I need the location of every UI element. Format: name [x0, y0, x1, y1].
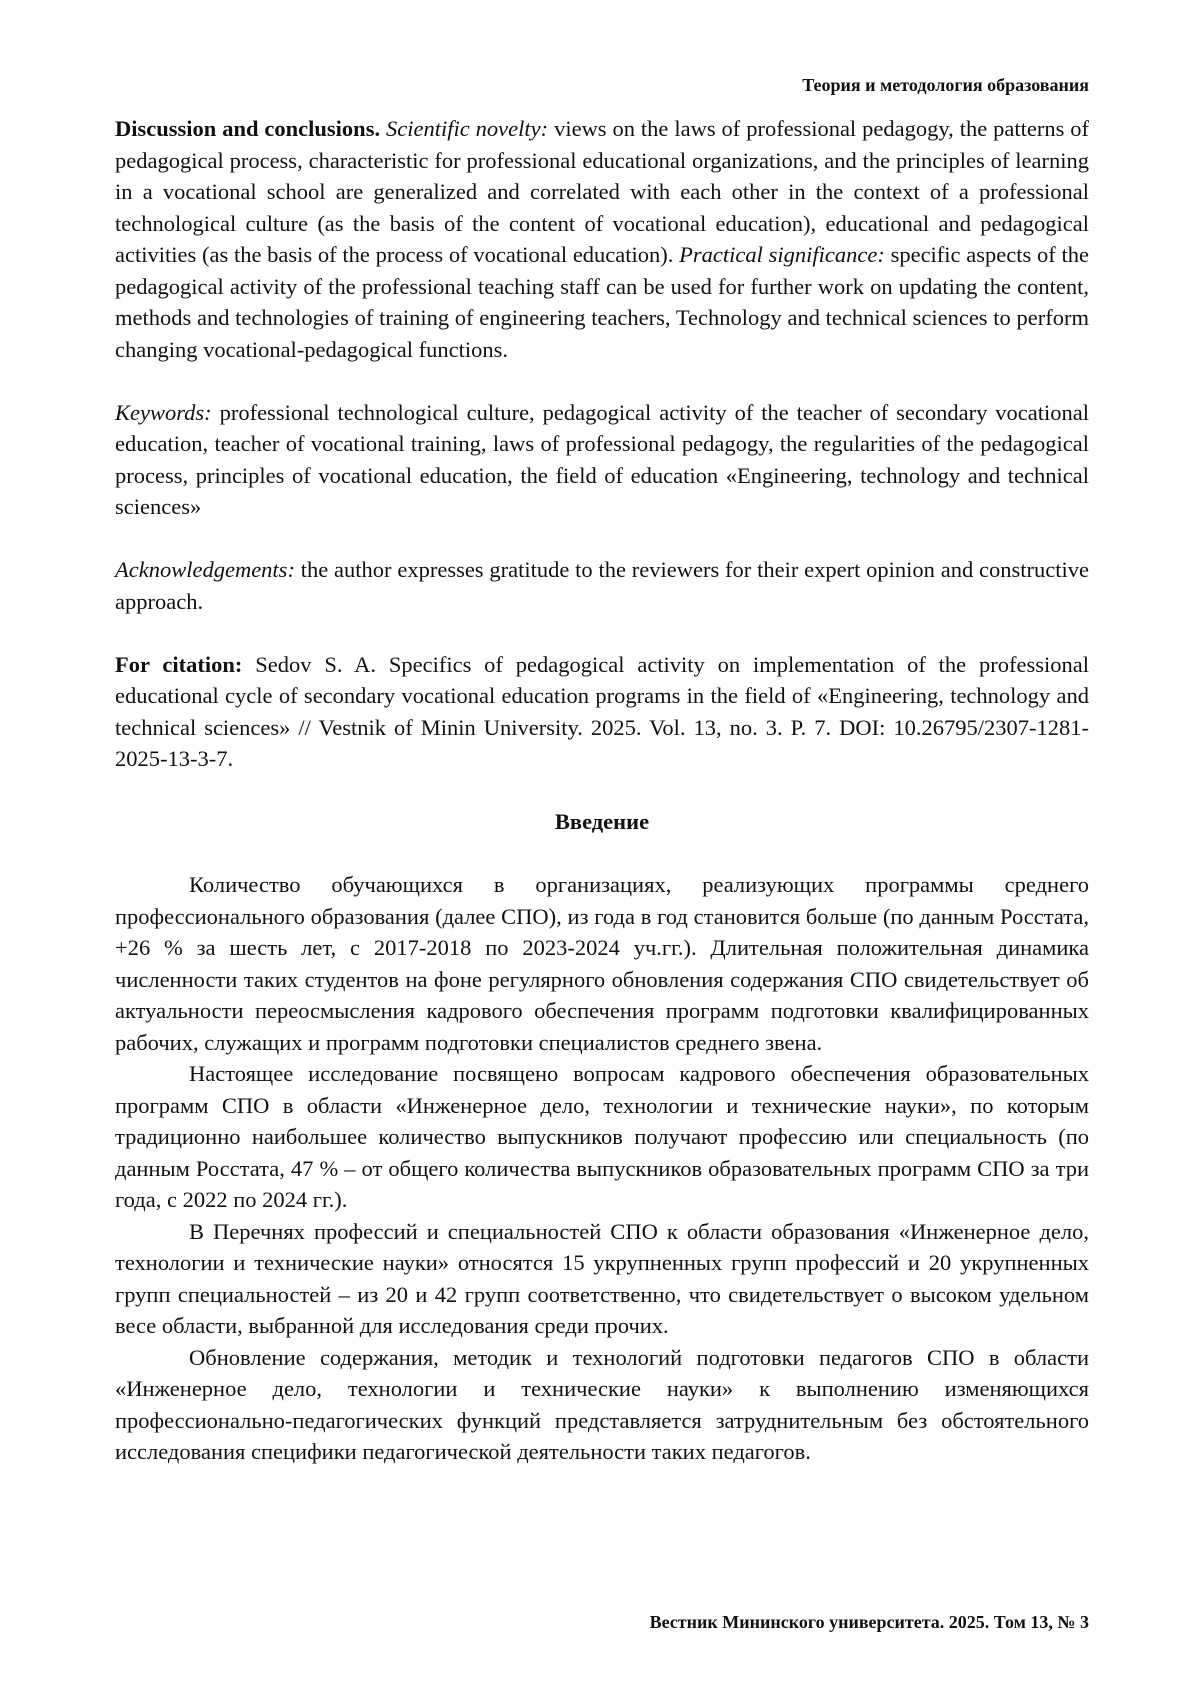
citation-label: For citation: — [115, 651, 243, 677]
spacer — [115, 617, 1089, 649]
discussion-label: Discussion and conclusions. — [115, 116, 381, 141]
acknowledgements-text: the author expresses gratitude to the reviewers for their expert opinion and constructive approach. — [115, 557, 1089, 614]
spacer — [115, 838, 1089, 870]
acknowledgements-paragraph — [115, 554, 1089, 617]
significance-text: specific aspects of the pedagogical activity of the professional teaching staff can be used for further work on updating the content, methods and technologies of training of engineering teachers, Technology and technical sciences to perform changing vocational-pedagogical functions. — [115, 242, 1089, 362]
acknowledgements-label: Acknowledgements: — [115, 557, 295, 582]
intro-paragraph: Настоящее исследование посвящено вопросам кадрового обеспечения образовательных программ СПО в области «Инженерное дело, технологии и технические науки», по которым традиционно наибольшее количество выпускников получают профессию или специальность (по данным Росстата, 47 % – от общего количества выпускников образовательных программ СПО за три года, с 2022 по 2024 гг.). — [115, 1061, 1089, 1212]
keywords-paragraph — [115, 397, 1089, 523]
running-header: Теория и методология образования — [802, 75, 1089, 95]
spacer — [115, 365, 1089, 397]
spacer — [115, 523, 1089, 555]
intro-paragraph: В Перечнях профессий и специальностей СПО к области образования «Инженерное дело, технологии и технические науки» относятся 15 укрупненных групп профессий и 20 укрупненных групп специальностей – из 20 и 42 групп соответственно, что свидетельствует о высоком удельном весе области, выбранной для исследования среди прочих. — [115, 1218, 1089, 1338]
citation-paragraph — [115, 649, 1089, 775]
keywords-text: professional technological culture, pedagogical activity of the teacher of secondary vocational education, teacher of vocational training, laws of professional pedagogy, the regularities of the pedagogical process, principles of vocational education, the field of education «Engineering, technology and technical sciences» — [115, 399, 1089, 519]
section-title-introduction: Введение — [554, 809, 650, 834]
spacer — [115, 775, 1089, 807]
article-body — [115, 113, 1089, 1468]
keywords-label: Keywords: — [115, 399, 212, 425]
discussion-paragraph — [115, 113, 1089, 365]
running-footer: Вестник Мининского университета. 2025. Том 13, № 3 — [649, 1612, 1089, 1632]
significance-label: Practical significance: — [679, 242, 885, 267]
novelty-text: views on the laws of professional pedagogy, the patterns of pedagogical process, characteristic for professional educational organizations, and the principles of learning in a vocational school are generalized and correlated with each other in the context of a professional technological culture (as the basis of the content of vocational education), educational and pedagogical activities (as the basis of the process of vocational education). — [115, 116, 1090, 267]
novelty-label: Scientific novelty: — [386, 116, 549, 141]
intro-paragraph: Количество обучающихся в организациях, реализующих программы среднего профессионального образования (далее СПО), из года в год становится больше (по данным Росстата, +26 % за шесть лет, с 2017-2018 по 2023-2024 уч.гг.). Длительная положительная динамика численности таких студентов на фоне регулярного обновления содержания СПО свидетельствует об актуальности переосмысления кадрового обеспечения программ подготовки квалифицированных рабочих, служащих и программ подготовки специалистов среднего звена. — [115, 872, 1089, 1055]
citation-text: Sedov S. A. Specifics of pedagogical activity on implementation of the professional educational cycle of secondary vocational education programs in the field of «Engineering, technology and technical sciences» // Vestnik of Minin University. 2025. Vol. 13, no. 3. P. 7. DOI: 10.26795/2307-1281-2025-13-3-7. — [115, 651, 1089, 771]
intro-paragraph: Обновление содержания, методик и технологий подготовки педагогов СПО в области «Инженерное дело, технологии и технические науки» к выполнению изменяющихся профессионально-педагогических функций представляется затруднительным без обстоятельного исследования специфики педагогической деятельности таких педагогов. — [115, 1344, 1089, 1464]
